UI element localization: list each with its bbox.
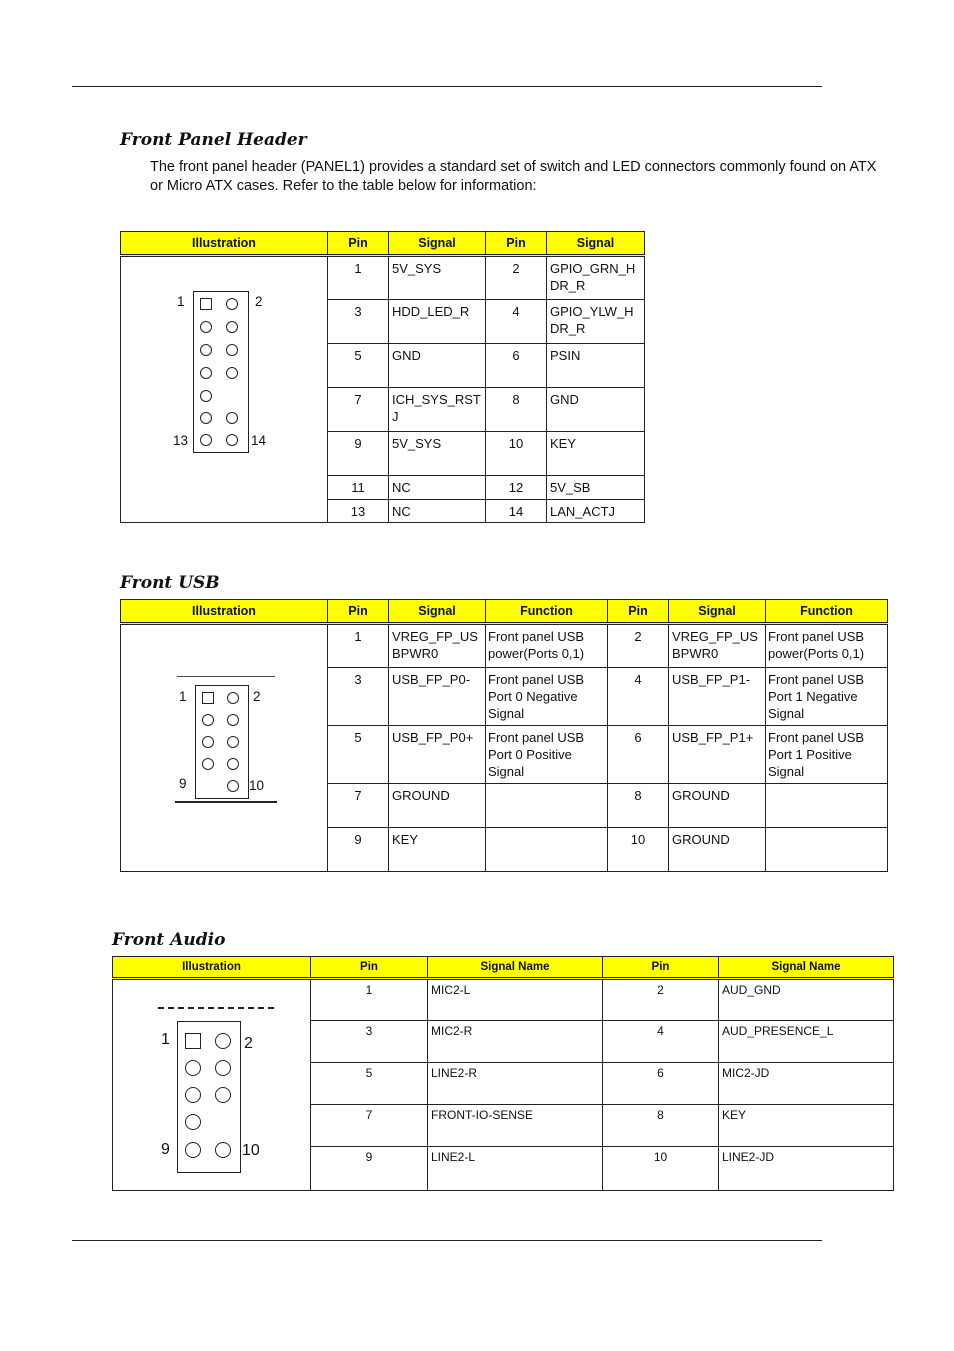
header-illustration: Illustration (113, 957, 311, 979)
signal-cell: LINE2-JD (719, 1147, 894, 1191)
pin-number: 1 (328, 624, 389, 668)
pin-hole (226, 344, 238, 356)
table-row (113, 979, 894, 1021)
pin-number: 8 (608, 784, 669, 828)
signal-cell: USB_FP_P0+ (389, 726, 486, 784)
pin-number: 4 (486, 300, 547, 344)
header-signal: Signal (389, 600, 486, 624)
signal-cell: NC (389, 500, 486, 523)
pin-number: 4 (608, 668, 669, 726)
pin-hole (226, 321, 238, 333)
signal-cell: ICH_SYS_RSTJ (389, 388, 486, 432)
pin-hole (200, 367, 212, 379)
signal-cell: 5V_SYS (389, 432, 486, 476)
pin-hole (215, 1060, 231, 1076)
signal-cell: 5V_SYS (389, 256, 486, 300)
pin-number: 7 (311, 1105, 428, 1147)
pin-hole (227, 736, 239, 748)
function-cell (766, 828, 888, 872)
pin-number: 3 (311, 1021, 428, 1063)
signal-cell: LINE2-R (428, 1063, 603, 1105)
pin-label: 1 (177, 294, 185, 309)
bottom-rule (72, 1240, 822, 1241)
front-panel-illustration (121, 256, 328, 523)
signal-cell: PSIN (547, 344, 645, 388)
pin-number: 1 (328, 256, 389, 300)
pin-hole (226, 434, 238, 446)
pin-number: 9 (311, 1147, 428, 1191)
pin-hole (215, 1087, 231, 1103)
header-pin: Pin (608, 600, 669, 624)
pin-hole (227, 692, 239, 704)
pin-number: 11 (328, 476, 389, 500)
pin-hole (185, 1142, 201, 1158)
front-panel-table (120, 231, 645, 523)
signal-cell: AUD_GND (719, 979, 894, 1021)
table-row (121, 624, 888, 668)
signal-cell: GND (389, 344, 486, 388)
pin-label: 10 (242, 1142, 260, 1159)
front-usb-table (120, 599, 888, 872)
pin-label: 9 (179, 776, 187, 791)
signal-cell: VREG_FP_USBPWR0 (669, 624, 766, 668)
pin-hole (200, 434, 212, 446)
pin-label: 2 (255, 294, 263, 309)
pin-number: 2 (486, 256, 547, 300)
signal-cell: MIC2-R (428, 1021, 603, 1063)
header-illustration: Illustration (121, 600, 328, 624)
header-pin: Pin (486, 232, 547, 256)
signal-cell: GND (547, 388, 645, 432)
signal-cell: GROUND (389, 784, 486, 828)
pin-number: 10 (608, 828, 669, 872)
pin-hole (215, 1033, 231, 1049)
signal-cell: FRONT-IO-SENSE (428, 1105, 603, 1147)
pin-number: 8 (486, 388, 547, 432)
connector-top-line (158, 1007, 274, 1009)
pin-hole (202, 714, 214, 726)
header-signal: Signal (389, 232, 486, 256)
function-cell: Front panel USB power(Ports 0,1) (766, 624, 888, 668)
function-cell: Front panel USB Port 0 Negative Signal (486, 668, 608, 726)
pin-hole (226, 367, 238, 379)
header-signal: Signal (669, 600, 766, 624)
pin-hole (215, 1142, 231, 1158)
pin-number: 10 (486, 432, 547, 476)
header-pin: Pin (328, 600, 389, 624)
pin-number: 9 (328, 432, 389, 476)
signal-cell: MIC2-JD (719, 1063, 894, 1105)
header-signal: Signal (547, 232, 645, 256)
signal-cell: AUD_PRESENCE_L (719, 1021, 894, 1063)
signal-cell: USB_FP_P1- (669, 668, 766, 726)
signal-cell: HDD_LED_R (389, 300, 486, 344)
front-audio-title: Front Audio (112, 930, 226, 950)
header-function: Function (486, 600, 608, 624)
signal-cell: GPIO_YLW_HDR_R (547, 300, 645, 344)
front-audio-table (112, 956, 894, 1191)
pin-label: 14 (251, 433, 267, 448)
pin-label: 2 (244, 1035, 253, 1052)
signal-cell: MIC2-L (428, 979, 603, 1021)
function-cell (766, 784, 888, 828)
signal-cell: NC (389, 476, 486, 500)
pin-label: 2 (253, 689, 261, 704)
front-panel-intro: The front panel header (PANEL1) provides a standard set of switch and LED connectors commonly found on ATX or Micro ATX cases. Refer to the table below for information: (150, 159, 877, 194)
pin-number: 13 (328, 500, 389, 523)
function-cell (486, 784, 608, 828)
pin-number: 12 (486, 476, 547, 500)
top-rule (72, 86, 822, 87)
pin-label: 10 (249, 778, 265, 793)
pin-hole (200, 321, 212, 333)
pin-number: 3 (328, 668, 389, 726)
pin-number: 10 (603, 1147, 719, 1191)
signal-cell: KEY (719, 1105, 894, 1147)
function-cell: Front panel USB power(Ports 0,1) (486, 624, 608, 668)
pin-square (200, 298, 212, 310)
signal-cell: USB_FP_P0- (389, 668, 486, 726)
pin-hole (227, 758, 239, 770)
pin-square (185, 1033, 201, 1049)
pin-square (202, 692, 214, 704)
signal-cell: 5V_SB (547, 476, 645, 500)
header-pin: Pin (603, 957, 719, 979)
table-row (121, 256, 645, 300)
pin-hole (200, 344, 212, 356)
pin-number: 5 (328, 726, 389, 784)
pin-label: 1 (161, 1031, 170, 1048)
pin-hole (202, 736, 214, 748)
pin-number: 2 (603, 979, 719, 1021)
header-signal-name: Signal Name (428, 957, 603, 979)
function-cell: Front panel USB Port 0 Positive Signal (486, 726, 608, 784)
pin-hole (226, 298, 238, 310)
pin-label: 1 (179, 689, 187, 704)
signal-cell: GROUND (669, 784, 766, 828)
front-usb-title: Front USB (120, 573, 220, 593)
pin-number: 6 (603, 1063, 719, 1105)
header-illustration: Illustration (121, 232, 328, 256)
connector-base-line (175, 801, 277, 803)
pin-number: 7 (328, 784, 389, 828)
pin-hole (200, 390, 212, 402)
signal-cell: GROUND (669, 828, 766, 872)
pin-number: 14 (486, 500, 547, 523)
front-panel-title: Front Panel Header (120, 130, 307, 150)
header-pin: Pin (311, 957, 428, 979)
pin-hole (185, 1087, 201, 1103)
signal-cell: LINE2-L (428, 1147, 603, 1191)
function-cell: Front panel USB Port 1 Positive Signal (766, 726, 888, 784)
pin-hole (185, 1060, 201, 1076)
pin-hole (185, 1114, 201, 1130)
header-signal-name: Signal Name (719, 957, 894, 979)
front-usb-illustration (121, 624, 328, 872)
pin-number: 3 (328, 300, 389, 344)
signal-cell: GPIO_GRN_HDR_R (547, 256, 645, 300)
signal-cell: LAN_ACTJ (547, 500, 645, 523)
pin-hole (202, 758, 214, 770)
pin-hole (200, 412, 212, 424)
pin-hole (226, 412, 238, 424)
pin-number: 2 (608, 624, 669, 668)
pin-label: 13 (173, 433, 189, 448)
connector-top-line (177, 676, 275, 677)
function-cell: Front panel USB Port 1 Negative Signal (766, 668, 888, 726)
pin-label: 9 (161, 1141, 170, 1158)
pin-number: 8 (603, 1105, 719, 1147)
pin-number: 6 (486, 344, 547, 388)
pin-hole (227, 714, 239, 726)
signal-cell: USB_FP_P1+ (669, 726, 766, 784)
pin-number: 9 (328, 828, 389, 872)
signal-cell: KEY (389, 828, 486, 872)
pin-number: 6 (608, 726, 669, 784)
pin-number: 7 (328, 388, 389, 432)
header-function: Function (766, 600, 888, 624)
signal-cell: KEY (547, 432, 645, 476)
signal-cell: VREG_FP_USBPWR0 (389, 624, 486, 668)
header-pin: Pin (328, 232, 389, 256)
pin-number: 5 (328, 344, 389, 388)
pin-hole (227, 780, 239, 792)
pin-number: 5 (311, 1063, 428, 1105)
pin-number: 1 (311, 979, 428, 1021)
pin-number: 4 (603, 1021, 719, 1063)
front-audio-illustration (113, 979, 311, 1191)
function-cell (486, 828, 608, 872)
